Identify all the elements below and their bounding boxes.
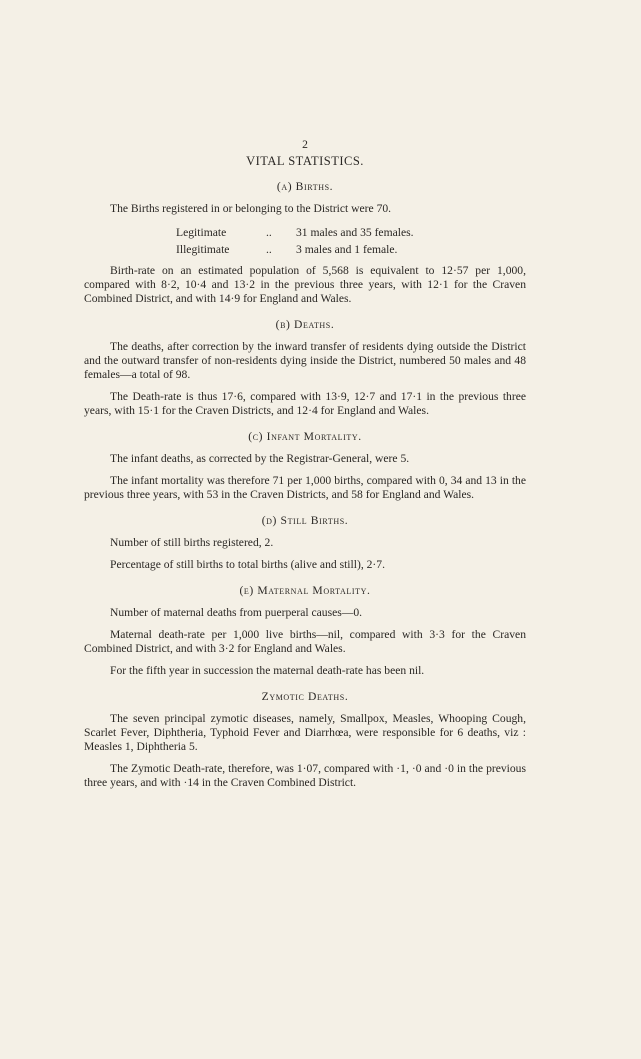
deaths-paragraph-1: The deaths, after correction by the inward transfer of residents dying outside the District and the outward transfer of non-residents dying inside the District, numbered 50 males and 48 females—a total of 98. (84, 340, 526, 381)
maternal-paragraph-2: Maternal death-rate per 1,000 live births—nil, compared with 3·3 for the Craven Combined District, and with 3·2 for England and Wales. (84, 628, 526, 655)
births-row-legitimate (84, 224, 526, 241)
row-leader: .. (266, 225, 272, 239)
still-births-heading: (d) Still Births. (261, 514, 349, 527)
deaths-paragraph-2: The Death-rate is thus 17·6, compared with 13·9, 12·7 and 17·1 in the previous three years, with 15·1 for the Craven Districts, and 12·4 for England and Wales. (84, 390, 526, 417)
maternal-mortality-heading: (e) Maternal Mortality. (239, 584, 371, 597)
row-label: Legitimate (176, 225, 227, 239)
row-leader: .. (266, 242, 272, 256)
zymotic-paragraph-2: The Zymotic Death-rate, therefore, was 1·07, compared with ·1, ·0 and ·0 in the previous three years, and with ·14 in the Craven Combined District. (84, 762, 526, 789)
infant-paragraph-1: The infant deaths, as corrected by the Registrar-General, were 5. (110, 452, 410, 465)
zymotic-paragraph-1: The seven principal zymotic diseases, namely, Smallpox, Measles, Whooping Cough, Scarlet Fever, Diphtheria, Typhoid Fever and Diarrhœa, were responsible for 6 deaths, viz : Measles 1, Diphtheria 5. (84, 712, 526, 753)
zymotic-deaths-heading: Zymotic Deaths. (261, 690, 349, 703)
infant-paragraph-2: The infant mortality was therefore 71 per 1,000 births, compared with 0, 34 and 13 in the previous three years, with 53 in the Craven Districts, and 58 for England and Wales. (84, 474, 526, 501)
births-heading: (a) Births. (276, 180, 334, 193)
deaths-heading: (b) Deaths. (275, 318, 335, 331)
births-intro: The Births registered in or belonging to the District were 70. (110, 202, 392, 215)
infant-mortality-heading: (c) Infant Mortality. (248, 430, 362, 443)
row-value: 31 males and 35 females. (296, 225, 414, 239)
maternal-paragraph-3: For the fifth year in succession the maternal death-rate has been nil. (110, 664, 425, 677)
still-births-paragraph-1: Number of still births registered, 2. (110, 536, 274, 549)
births-table (84, 224, 526, 258)
maternal-paragraph-1: Number of maternal deaths from puerperal causes—0. (110, 606, 363, 619)
still-births-paragraph-2: Percentage of still births to total births (alive and still), 2·7. (110, 558, 385, 571)
text-block (84, 138, 526, 798)
birth-rate-paragraph: Birth-rate on an estimated population of 5,568 is equivalent to 12·57 per 1,000, compared with 8·2, 10·4 and 13·2 in the previous three years, with 12·1 for the Craven Combined District, and with 14·9 for England and Wales. (84, 264, 526, 305)
page-title: VITAL STATISTICS. (246, 154, 364, 168)
births-row-illegitimate (84, 241, 526, 258)
row-value: 3 males and 1 female. (296, 242, 398, 256)
page-number: 2 (302, 138, 308, 151)
row-label: Illegitimate (176, 242, 230, 256)
